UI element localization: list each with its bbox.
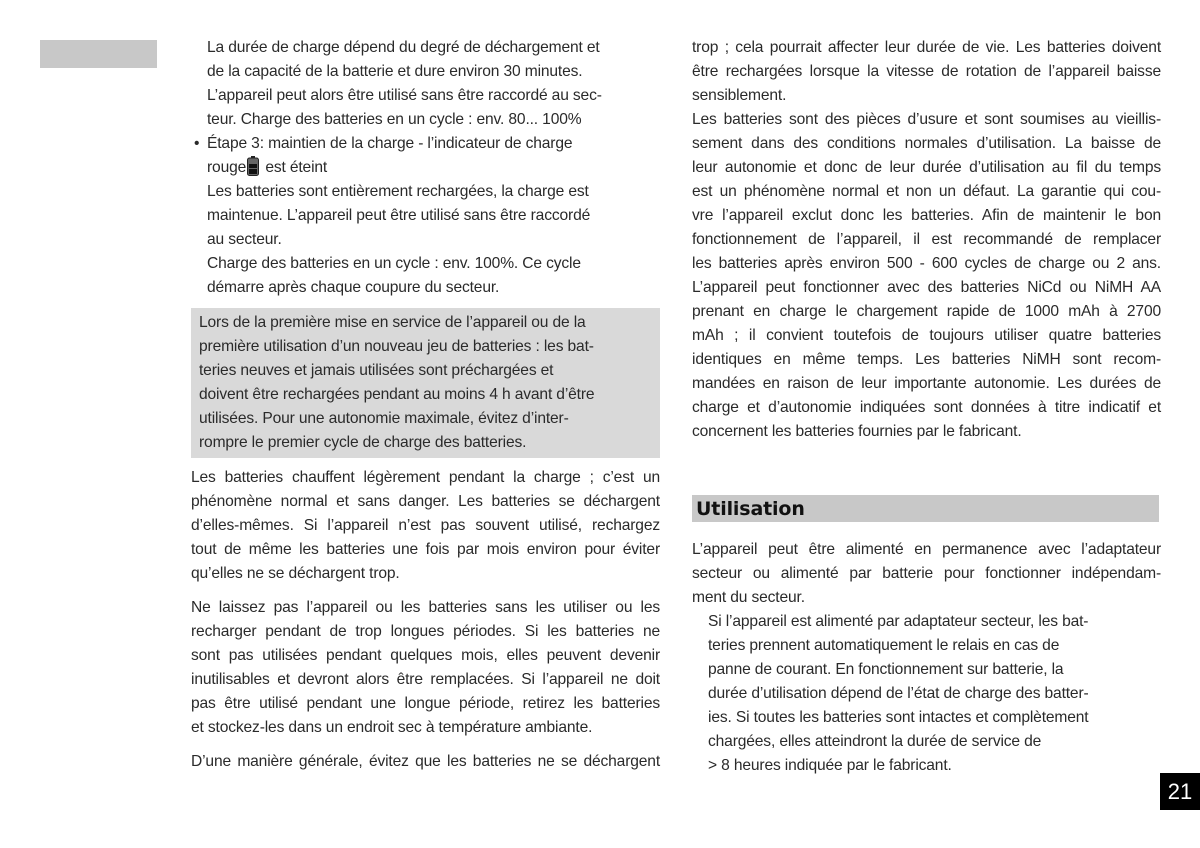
- text-line: L’appareil peut fonctionner avec des batteries NiCd ou NiMH AA: [692, 279, 1161, 296]
- text-line: Charge des batteries en un cycle : env. 100%. Ce cycle: [207, 255, 581, 272]
- text-line: ies. Si toutes les batteries sont intactes et complètement: [708, 709, 1089, 726]
- text-line: inutilisables et devront alors être remplacées. Si l’appareil ne doit: [191, 671, 660, 688]
- text-line: sement dans des conditions normales d’utilisation. La baisse de: [692, 135, 1161, 152]
- text-line: trop ; cela pourrait affecter leur durée de vie. Les batteries doivent: [692, 39, 1161, 56]
- text-line: et stockez-les dans un endroit sec à température ambiante.: [191, 719, 593, 736]
- bullet-line: [191, 132, 660, 156]
- text-line: concernent les batteries fournies par le fabricant.: [692, 423, 1022, 440]
- text-line: mandées en raison de leur importante autonomie. Les durées de: [692, 375, 1161, 392]
- text-line: identiques en même temps. Les batteries NiMH sont recom-: [692, 351, 1161, 368]
- text-line: maintenue. L’appareil peut être utilisé sans être raccordé: [207, 207, 591, 224]
- text-line: phénomène normal et sans danger. Les batteries se déchargent: [191, 493, 660, 510]
- text-line: Si l’appareil est alimenté par adaptateur secteur, les bat-: [708, 613, 1089, 630]
- text-line: Ne laissez pas l’appareil ou les batteries sans les utiliser ou les: [191, 599, 660, 616]
- text-line: démarre après chaque coupure du secteur.: [207, 279, 500, 296]
- text-line: chargées, elles atteindront la durée de service de: [708, 733, 1042, 750]
- right-column: [692, 36, 1161, 778]
- step3-title: Étape 3: maintien de la charge - l’indicateur de charge: [207, 135, 573, 152]
- text-line: D’une manière générale, évitez que les batteries ne se déchargent: [191, 753, 660, 770]
- text-line: Les batteries sont des pièces d’usure et sont soumises au vieillis-: [692, 111, 1161, 128]
- text-line: tout de même les batteries une fois par mois environ pour éviter: [191, 541, 660, 558]
- text-line: charge et d’autonomie indiquées sont données à titre indicatif et: [692, 399, 1161, 416]
- note-line: utilisées. Pour une autonomie maximale, évitez d’inter-: [199, 410, 569, 427]
- utilisation-battery-text: [692, 610, 1161, 778]
- text-line: Les batteries sont entièrement rechargées, la charge est: [207, 183, 589, 200]
- text-line: leur autonomie et donc de leur durée d’utilisation au fil du temps: [692, 159, 1161, 176]
- text-line: ment du secteur.: [692, 589, 805, 606]
- chapter-tab-marker: [40, 40, 157, 68]
- text-line: d’elles-mêmes. Si l’appareil n’est pas souvent utilisé, rechargez: [191, 517, 660, 534]
- text-line: au secteur.: [207, 231, 282, 248]
- text-line: > 8 heures indiquée par le fabricant.: [708, 757, 952, 774]
- charge-duration-text: [191, 36, 660, 132]
- text-line: L’appareil peut être alimenté en permanence avec l’adaptateur: [692, 541, 1161, 558]
- bullet-dot: •: [194, 135, 200, 152]
- text-line: La durée de charge dépend du degré de déchargement et: [207, 39, 600, 56]
- text-line: panne de courant. En fonctionnement sur batterie, la: [708, 661, 1064, 678]
- text-line: pas être utilisé pendant une longue période, retirez les batteries: [191, 695, 660, 712]
- text-line: secteur ou alimenté par batterie pour fonctionner indépendam-: [692, 565, 1161, 582]
- text-line: qu’elles ne se déchargent trop.: [191, 565, 400, 582]
- text-line: recharger pendant de trop longues périodes. Si les batteries ne: [191, 623, 660, 640]
- text-line: Les batteries chauffent légèrement pendant la charge ; c’est un: [191, 469, 660, 486]
- section-heading-utilisation: Utilisation: [692, 495, 1159, 522]
- text-line: durée d’utilisation dépend de l’état de charge des batter-: [708, 685, 1089, 702]
- note-line: teries neuves et jamais utilisées sont préchargées et: [199, 362, 554, 379]
- note-line: Lors de la première mise en service de l’appareil ou de la: [199, 314, 586, 331]
- step3-bullet: [191, 132, 660, 300]
- text-line: mAh ; il convient toutefois de toujours utiliser quatre batteries: [692, 327, 1161, 344]
- text-line: de la capacité de la batterie et dure environ 30 minutes.: [207, 63, 583, 80]
- heating-paragraph: [191, 466, 660, 586]
- storage-paragraph: [191, 596, 660, 740]
- wear-paragraph: [692, 108, 1161, 444]
- note-line: rompre le premier cycle de charge des batteries.: [199, 434, 527, 451]
- text-line: sensiblement.: [692, 87, 787, 104]
- text-line: sont pas utilisées pendant quelques mois, elles peuvent devenir: [191, 647, 660, 664]
- step3-indicator-label: rouge: [207, 159, 247, 176]
- general-paragraph-continued: [692, 36, 1161, 108]
- left-column: [191, 36, 660, 774]
- general-paragraph-start: [191, 750, 660, 774]
- text-line: être rechargées lorsque la vitesse de rotation de l’appareil baisse: [692, 63, 1161, 80]
- note-line: première utilisation d’un nouveau jeu de batteries : les bat-: [199, 338, 594, 355]
- battery-icon: [247, 156, 259, 176]
- text-line: prenant en charge le chargement rapide de 1000 mAh à 2700: [692, 303, 1161, 320]
- note-line: doivent être rechargées pendant au moins 4 h avant d’être: [199, 386, 595, 403]
- text-line: L’appareil peut alors être utilisé sans être raccordé au sec-: [207, 87, 602, 104]
- first-use-note-box: [191, 308, 660, 458]
- text-line: teur. Charge des batteries en un cycle : env. 80... 100%: [207, 111, 582, 128]
- bullet-line: [191, 156, 660, 180]
- text-line: les batteries après environ 500 - 600 cycles de charge ou 2 ans.: [692, 255, 1161, 272]
- text-line: fonctionnement de l’appareil, il est recommandé de remplacer: [692, 231, 1161, 248]
- utilisation-intro-paragraph: [692, 538, 1161, 610]
- text-line: teries prennent automatiquement le relais en cas de: [708, 637, 1060, 654]
- step3-indicator-state: est éteint: [261, 159, 328, 176]
- text-line: est un phénomène normal et non un défaut. La garantie qui cou-: [692, 183, 1161, 200]
- text-line: vre l’appareil exclut donc les batteries. Afin de maintenir le bon: [692, 207, 1161, 224]
- page-number: 21: [1160, 773, 1200, 810]
